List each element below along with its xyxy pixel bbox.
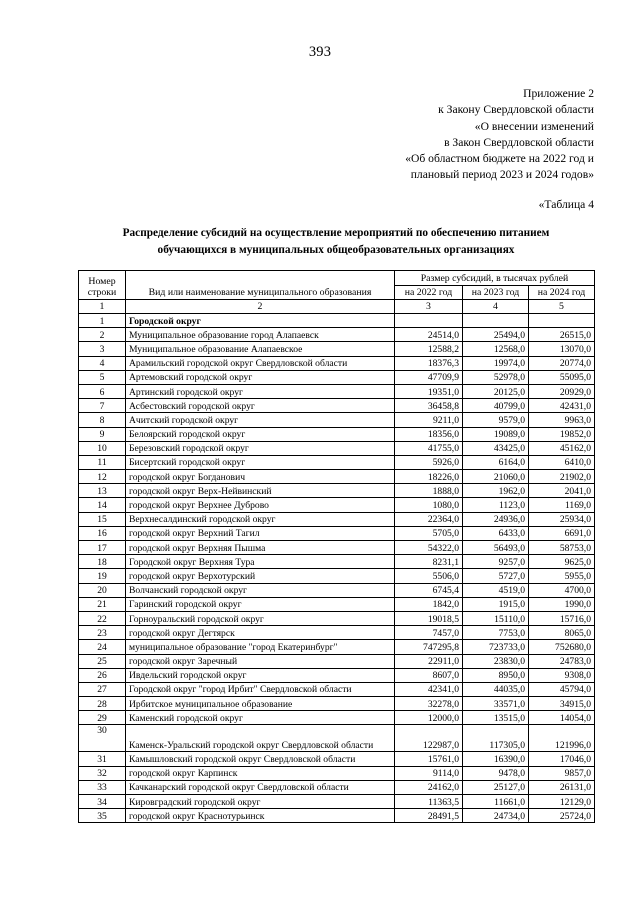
table-body [79,314,595,823]
header-year-2023: на 2023 год [463,285,529,300]
entity-name-cell: Городской округ [126,314,395,328]
table-column-numbering-row [79,300,595,314]
amount-2024-cell: 20774,0 [529,356,595,370]
amount-2024-cell: 4700,0 [529,583,595,597]
table-row [79,314,595,328]
row-number-cell: 19 [79,569,126,583]
table-row [79,541,595,555]
amount-2024-cell: 15716,0 [529,611,595,625]
entity-name-cell: Артинский городской округ [126,384,395,398]
amount-2022-cell: 122987,0 [395,725,463,752]
amount-2023-cell: 43425,0 [463,441,529,455]
row-number-cell: 2 [79,328,126,342]
table-row [79,626,595,640]
entity-name-cell: Камышловский городской округ Свердловской области [126,752,395,766]
table-row [79,780,595,794]
entity-name-cell: муниципальное образование "город Екатеринбург" [126,640,395,654]
amount-2022-cell: 47709,9 [395,370,463,384]
amount-2024-cell: 58753,0 [529,541,595,555]
amount-2024-cell: 13070,0 [529,342,595,356]
amount-2022-cell: 36458,8 [395,399,463,413]
entity-name-cell: Гаринский городской округ [126,597,395,611]
entity-name-cell: Бисертский городской округ [126,455,395,469]
table-row [79,725,595,752]
table-row [79,640,595,654]
amount-2022-cell: 1888,0 [395,484,463,498]
header-year-2024: на 2024 год [529,285,595,300]
amount-2022-cell: 42341,0 [395,682,463,696]
amount-2022-cell: 15761,0 [395,752,463,766]
amount-2022-cell: 1080,0 [395,498,463,512]
table-row [79,597,595,611]
amount-2023-cell: 6164,0 [463,455,529,469]
amount-2023-cell: 9478,0 [463,766,529,780]
table-row [79,752,595,766]
amount-2024-cell: 45162,0 [529,441,595,455]
row-number-cell: 5 [79,370,126,384]
amount-2022-cell: 9114,0 [395,766,463,780]
amount-2023-cell: 23830,0 [463,654,529,668]
entity-name-cell: Кировградский городской округ [126,795,395,809]
amount-2023-cell: 5727,0 [463,569,529,583]
table-row [79,809,595,823]
entity-name-cell: Ирбитское муниципальное образование [126,697,395,711]
table-row [79,498,595,512]
amount-2024-cell: 26131,0 [529,780,595,794]
amount-2023-cell: 1915,0 [463,597,529,611]
amount-2023-cell: 1962,0 [463,484,529,498]
amount-2022-cell: 12000,0 [395,711,463,725]
amount-2022-cell [395,314,463,328]
amount-2024-cell: 9963,0 [529,413,595,427]
table-row [79,682,595,696]
amount-2023-cell: 7753,0 [463,626,529,640]
table-row [79,697,595,711]
table-row [79,526,595,540]
amount-2022-cell: 54322,0 [395,541,463,555]
table-row [79,384,595,398]
entity-name-cell: Муниципальное образование Алапаевское [126,342,395,356]
column-number-5: 5 [529,300,595,314]
row-number-cell: 13 [79,484,126,498]
entity-name-cell: городской округ Верхнее Дуброво [126,498,395,512]
table-row [79,711,595,725]
amount-2024-cell: 26515,0 [529,328,595,342]
entity-name-cell: Ивдельский городской округ [126,668,395,682]
amount-2023-cell: 21060,0 [463,470,529,484]
appendix-line-3: «О внесении изменений [474,119,594,133]
entity-name-cell: Каменский городской округ [126,711,395,725]
amount-2024-cell: 17046,0 [529,752,595,766]
entity-name-cell: Белоярский городской округ [126,427,395,441]
amount-2022-cell: 24514,0 [395,328,463,342]
amount-2022-cell: 18226,0 [395,470,463,484]
amount-2023-cell: 33571,0 [463,697,529,711]
row-number-cell: 24 [79,640,126,654]
amount-2023-cell: 9257,0 [463,555,529,569]
page-number: 393 [308,44,332,60]
table-row [79,583,595,597]
row-number-cell: 25 [79,654,126,668]
amount-2023-cell [463,314,529,328]
row-number-cell: 10 [79,441,126,455]
row-number-cell: 34 [79,795,126,809]
document-title-line-1: Распределение субсидий на осуществление мероприятий по обеспечению питанием [122,227,550,239]
header-amount-group: Размер субсидий, в тысячах рублей [395,271,595,286]
appendix-line-2: к Закону Свердловской области [438,103,594,117]
amount-2024-cell: 45794,0 [529,682,595,696]
column-number-4: 4 [463,300,529,314]
appendix-line-5: «Об областном бюджете на 2022 год и [405,152,594,166]
table-row [79,555,595,569]
amount-2023-cell: 8950,0 [463,668,529,682]
entity-name-cell: Каменск-Уральский городской округ Свердловской области [126,725,395,752]
header-row-number: Номер строки [79,271,126,300]
entity-name-cell: Муниципальное образование город Алапаевск [126,328,395,342]
header-year-2022: на 2022 год [395,285,463,300]
row-number-cell: 23 [79,626,126,640]
amount-2024-cell: 9857,0 [529,766,595,780]
entity-name-cell: городской округ Заречный [126,654,395,668]
row-number-cell: 21 [79,597,126,611]
table-row [79,413,595,427]
entity-name-cell: Ачитский городской округ [126,413,395,427]
row-number-cell: 16 [79,526,126,540]
amount-2023-cell: 20125,0 [463,384,529,398]
column-number-3: 3 [395,300,463,314]
amount-2024-cell: 1169,0 [529,498,595,512]
table-row [79,370,595,384]
row-number-cell: 4 [79,356,126,370]
table-row [79,795,595,809]
amount-2023-cell: 16390,0 [463,752,529,766]
amount-2022-cell: 8231,1 [395,555,463,569]
row-number-cell: 28 [79,697,126,711]
amount-2022-cell: 19351,0 [395,384,463,398]
amount-2024-cell: 25934,0 [529,512,595,526]
row-number-cell: 35 [79,809,126,823]
table-label: «Таблица 4 [538,198,594,211]
amount-2022-cell: 24162,0 [395,780,463,794]
row-number-cell: 9 [79,427,126,441]
subsidy-table [78,270,595,823]
table-row [79,328,595,342]
table-row [79,441,595,455]
table-head [79,271,595,314]
amount-2024-cell: 121996,0 [529,725,595,752]
table-row [79,455,595,469]
amount-2023-cell: 11661,0 [463,795,529,809]
amount-2022-cell: 8607,0 [395,668,463,682]
row-number-cell: 33 [79,780,126,794]
amount-2023-cell: 15110,0 [463,611,529,625]
amount-2022-cell: 41755,0 [395,441,463,455]
amount-2022-cell: 11363,5 [395,795,463,809]
entity-name-cell: Артемовский городской округ [126,370,395,384]
appendix-line-1: Приложение 2 [523,87,594,100]
amount-2024-cell: 5955,0 [529,569,595,583]
amount-2022-cell: 1842,0 [395,597,463,611]
amount-2022-cell: 32278,0 [395,697,463,711]
amount-2024-cell: 2041,0 [529,484,595,498]
appendix-reference-block [264,86,594,184]
amount-2024-cell: 8065,0 [529,626,595,640]
row-number-cell: 31 [79,752,126,766]
row-number-cell: 1 [79,314,126,328]
amount-2023-cell: 1123,0 [463,498,529,512]
entity-name-cell: городской округ Карпинск [126,766,395,780]
row-number-cell: 22 [79,611,126,625]
amount-2024-cell: 19852,0 [529,427,595,441]
document-title [78,225,594,259]
row-number-cell: 26 [79,668,126,682]
amount-2023-cell: 4519,0 [463,583,529,597]
amount-2024-cell: 9308,0 [529,668,595,682]
document-title-line-2: обучающихся в муниципальных общеобразовательных организациях [157,244,515,256]
entity-name-cell: городской округ Верхняя Пышма [126,541,395,555]
amount-2022-cell: 28491,5 [395,809,463,823]
table-row [79,512,595,526]
amount-2024-cell [529,314,595,328]
table-row [79,356,595,370]
amount-2024-cell: 6410,0 [529,455,595,469]
amount-2023-cell: 12568,0 [463,342,529,356]
row-number-cell: 17 [79,541,126,555]
row-number-cell: 30 [79,725,126,752]
entity-name-cell: городской округ Верхотурский [126,569,395,583]
amount-2024-cell: 14054,0 [529,711,595,725]
table-row [79,668,595,682]
amount-2023-cell: 19974,0 [463,356,529,370]
entity-name-cell: городской округ Дегтярск [126,626,395,640]
amount-2022-cell: 6745,4 [395,583,463,597]
row-number-cell: 3 [79,342,126,356]
amount-2023-cell: 117305,0 [463,725,529,752]
amount-2024-cell: 6691,0 [529,526,595,540]
row-number-cell: 11 [79,455,126,469]
amount-2024-cell: 42431,0 [529,399,595,413]
amount-2022-cell: 9211,0 [395,413,463,427]
entity-name-cell: Городской округ "город Ирбит" Свердловской области [126,682,395,696]
entity-name-cell: городской округ Краснотурьинск [126,809,395,823]
amount-2023-cell: 19089,0 [463,427,529,441]
table-row [79,611,595,625]
row-number-cell: 15 [79,512,126,526]
amount-2024-cell: 24783,0 [529,654,595,668]
row-number-cell: 12 [79,470,126,484]
row-number-cell: 29 [79,711,126,725]
row-number-cell: 6 [79,384,126,398]
appendix-line-6: плановый период 2023 и 2024 годов» [410,168,594,182]
amount-2024-cell: 55095,0 [529,370,595,384]
amount-2024-cell: 9625,0 [529,555,595,569]
entity-name-cell: Волчанский городской округ [126,583,395,597]
entity-name-cell: Городской округ Верхняя Тура [126,555,395,569]
row-number-cell: 7 [79,399,126,413]
amount-2022-cell: 12588,2 [395,342,463,356]
amount-2022-cell: 18376,3 [395,356,463,370]
amount-2022-cell: 5705,0 [395,526,463,540]
row-number-cell: 18 [79,555,126,569]
row-number-cell: 32 [79,766,126,780]
amount-2022-cell: 22364,0 [395,512,463,526]
amount-2024-cell: 1990,0 [529,597,595,611]
entity-name-cell: Березовский городской округ [126,441,395,455]
row-number-cell: 8 [79,413,126,427]
amount-2024-cell: 20929,0 [529,384,595,398]
subsidy-table-container [78,270,594,823]
entity-name-cell: городской округ Верх-Нейвинский [126,484,395,498]
amount-2024-cell: 25724,0 [529,809,595,823]
amount-2022-cell: 747295,8 [395,640,463,654]
table-row [79,342,595,356]
table-row [79,399,595,413]
amount-2023-cell: 24734,0 [463,809,529,823]
amount-2022-cell: 7457,0 [395,626,463,640]
appendix-line-4: в Закон Свердловской области [444,135,594,149]
entity-name-cell: городской округ Богданович [126,470,395,484]
amount-2023-cell: 56493,0 [463,541,529,555]
row-number-cell: 27 [79,682,126,696]
amount-2022-cell: 5926,0 [395,455,463,469]
amount-2023-cell: 44035,0 [463,682,529,696]
amount-2023-cell: 723733,0 [463,640,529,654]
amount-2022-cell: 18356,0 [395,427,463,441]
entity-name-cell: городской округ Верхний Тагил [126,526,395,540]
table-row [79,654,595,668]
amount-2023-cell: 40799,0 [463,399,529,413]
table-row [79,484,595,498]
amount-2023-cell: 25494,0 [463,328,529,342]
amount-2023-cell: 24936,0 [463,512,529,526]
amount-2022-cell: 19018,5 [395,611,463,625]
table-row [79,569,595,583]
amount-2023-cell: 25127,0 [463,780,529,794]
table-header-row-1 [79,271,595,286]
amount-2024-cell: 34915,0 [529,697,595,711]
column-number-2: 2 [126,300,395,314]
amount-2022-cell: 22911,0 [395,654,463,668]
entity-name-cell: Качканарский городской округ Свердловской области [126,780,395,794]
entity-name-cell: Горноуральский городской округ [126,611,395,625]
amount-2024-cell: 21902,0 [529,470,595,484]
table-row [79,427,595,441]
entity-name-cell: Асбестовский городской округ [126,399,395,413]
table-row [79,470,595,484]
amount-2022-cell: 5506,0 [395,569,463,583]
column-number-1: 1 [79,300,126,314]
amount-2023-cell: 13515,0 [463,711,529,725]
amount-2023-cell: 9579,0 [463,413,529,427]
amount-2024-cell: 752680,0 [529,640,595,654]
row-number-cell: 20 [79,583,126,597]
amount-2024-cell: 12129,0 [529,795,595,809]
amount-2023-cell: 6433,0 [463,526,529,540]
amount-2023-cell: 52978,0 [463,370,529,384]
entity-name-cell: Арамильский городской округ Свердловской области [126,356,395,370]
entity-name-cell: Верхнесалдинский городской округ [126,512,395,526]
row-number-cell: 14 [79,498,126,512]
header-entity: Вид или наименование муниципального образования [126,271,395,300]
table-row [79,766,595,780]
